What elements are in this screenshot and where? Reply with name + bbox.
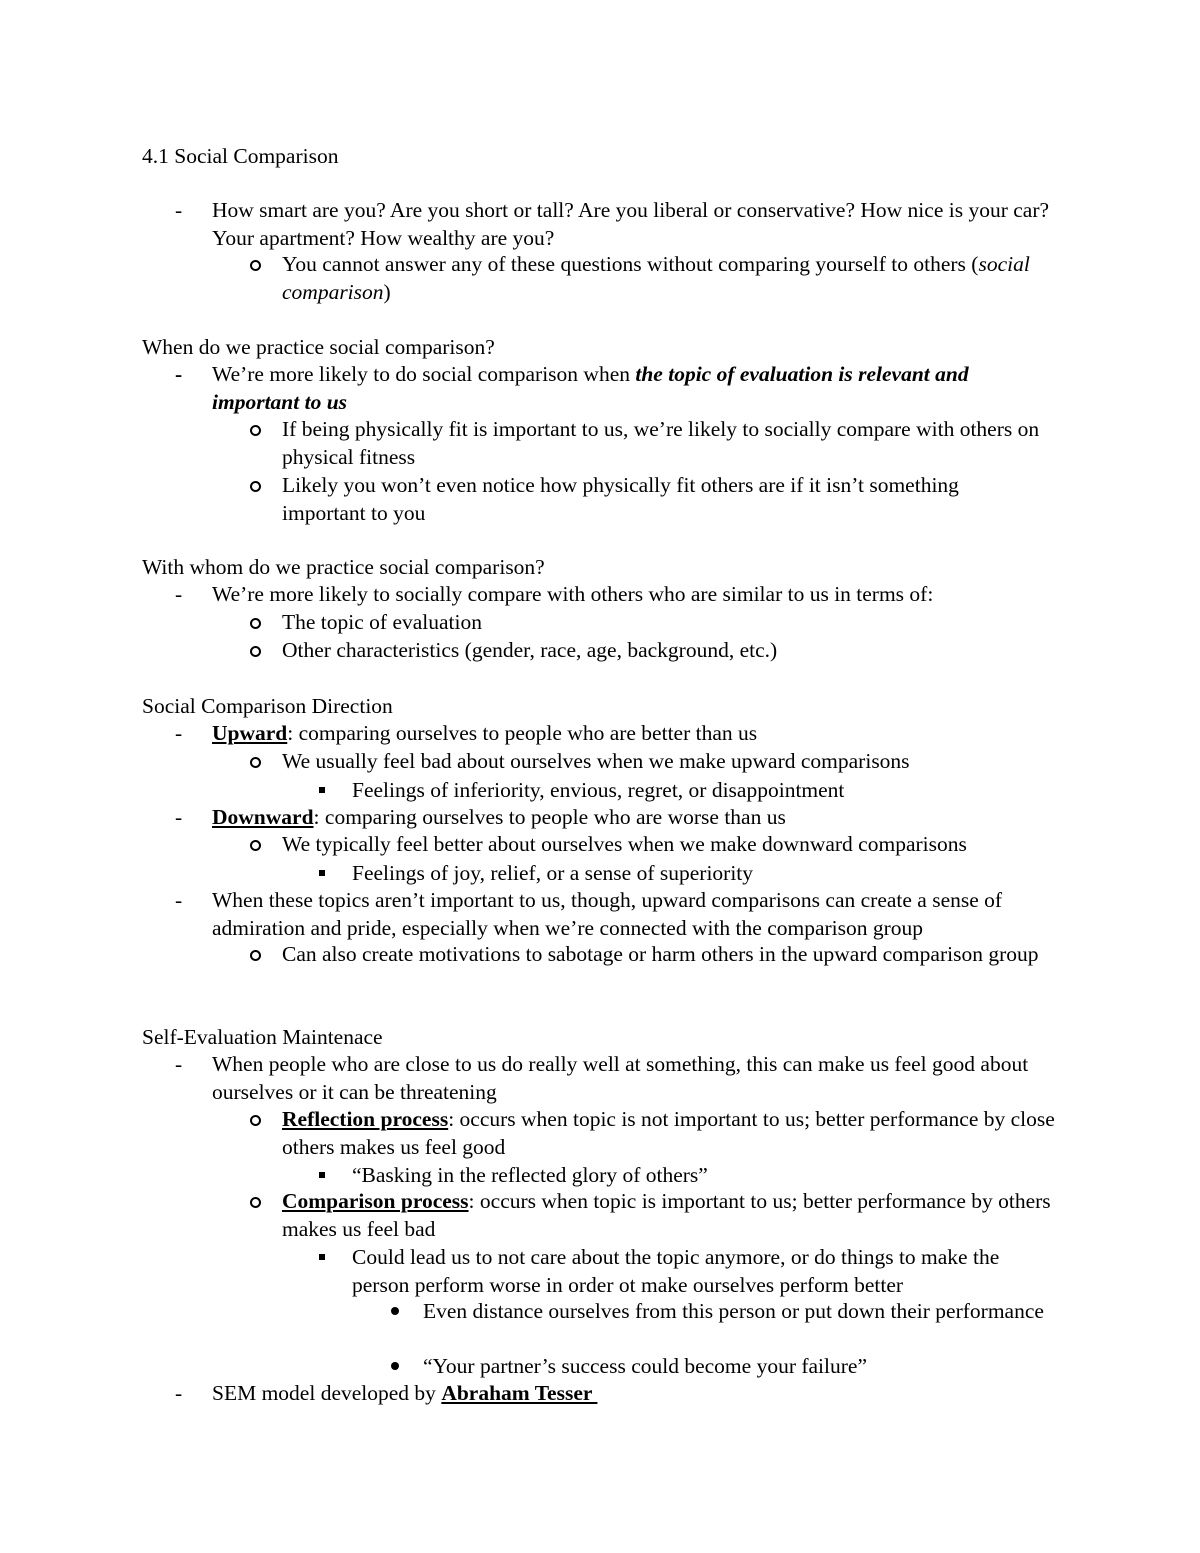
list-item-text: We’re more likely to do social comparison when the topic of evaluation is relevant and important to us <box>212 362 969 414</box>
square-bullet-icon <box>319 1172 325 1178</box>
circle-bullet-icon <box>250 646 261 657</box>
section-heading: When do we practice social comparison? <box>142 335 495 359</box>
list-item-text: Reflection process: occurs when topic is not important to us; better performance by close others makes us feel good <box>282 1107 1055 1159</box>
circle-bullet-icon <box>250 950 261 961</box>
list-item-text: SEM model developed by Abraham Tesser <box>212 1381 598 1405</box>
dash-bullet: - <box>175 362 183 386</box>
dash-bullet: - <box>175 1381 183 1405</box>
dot-bullet-icon <box>391 1307 399 1315</box>
dot-bullet-icon <box>391 1362 399 1370</box>
section-heading: With whom do we practice social comparison? <box>142 555 545 579</box>
list-item-text: When these topics aren’t important to us, though, upward comparisons can create a sense of admiration and pride, especially when we’re connected with the comparison group <box>212 888 1003 940</box>
list-item-text: Can also create motivations to sabotage or harm others in the upward comparison group <box>282 942 1039 966</box>
list-item-text: If being physically fit is important to us, we’re likely to socially compare with others on physical fitness <box>282 417 1040 469</box>
dash-bullet: - <box>175 198 183 222</box>
dash-bullet: - <box>175 888 183 912</box>
list-item-text: Upward: comparing ourselves to people who are better than us <box>212 721 758 745</box>
list-item-text: How smart are you? Are you short or tall? Are you liberal or conservative? How nice is your car? Your apartment? How wealthy are you? <box>212 198 1050 250</box>
list-item-text: Even distance ourselves from this person or put down their performance <box>423 1299 1044 1323</box>
list-item-text: We usually feel bad about ourselves when we make upward comparisons <box>282 749 910 773</box>
dash-bullet: - <box>175 805 183 829</box>
list-item-text: “Basking in the reflected glory of others” <box>352 1163 708 1187</box>
circle-bullet-icon <box>250 260 261 271</box>
list-item-text: Comparison process: occurs when topic is important to us; better performance by others makes us feel bad <box>282 1189 1051 1241</box>
dash-bullet: - <box>175 721 183 745</box>
circle-bullet-icon <box>250 618 261 629</box>
square-bullet-icon <box>319 1254 325 1260</box>
list-item-text: You cannot answer any of these questions without comparing yourself to others (social comparison) <box>282 252 1030 304</box>
list-item-text: Other characteristics (gender, race, age, background, etc.) <box>282 638 778 662</box>
square-bullet-icon <box>319 787 325 793</box>
dash-bullet: - <box>175 582 183 606</box>
list-item-text: Feelings of joy, relief, or a sense of superiority <box>352 861 754 885</box>
circle-bullet-icon <box>250 757 261 768</box>
list-item-text: When people who are close to us do really well at something, this can make us feel good about ourselves or it can be threatening <box>212 1052 1029 1104</box>
circle-bullet-icon <box>250 481 261 492</box>
list-item-text: The topic of evaluation <box>282 610 482 634</box>
section-heading: Social Comparison Direction <box>142 694 393 718</box>
section-heading: Self-Evaluation Maintenace <box>142 1025 383 1049</box>
list-item-text: Could lead us to not care about the topic anymore, or do things to make the person perform worse in order ot make ourselves perform better <box>352 1245 1000 1297</box>
circle-bullet-icon <box>250 1197 261 1208</box>
list-item-text: Downward: comparing ourselves to people who are worse than us <box>212 805 786 829</box>
list-item-text: Likely you won’t even notice how physically fit others are if it isn’t something important to you <box>282 473 959 525</box>
document-title: 4.1 Social Comparison <box>142 144 339 168</box>
square-bullet-icon <box>319 870 325 876</box>
dash-bullet: - <box>175 1052 183 1076</box>
list-item-text: “Your partner’s success could become your failure” <box>423 1354 867 1378</box>
list-item-text: We typically feel better about ourselves when we make downward comparisons <box>282 832 967 856</box>
list-item-text: We’re more likely to socially compare with others who are similar to us in terms of: <box>212 582 934 606</box>
circle-bullet-icon <box>250 840 261 851</box>
list-item-text: Feelings of inferiority, envious, regret, or disappointment <box>352 778 845 802</box>
circle-bullet-icon <box>250 425 261 436</box>
circle-bullet-icon <box>250 1115 261 1126</box>
